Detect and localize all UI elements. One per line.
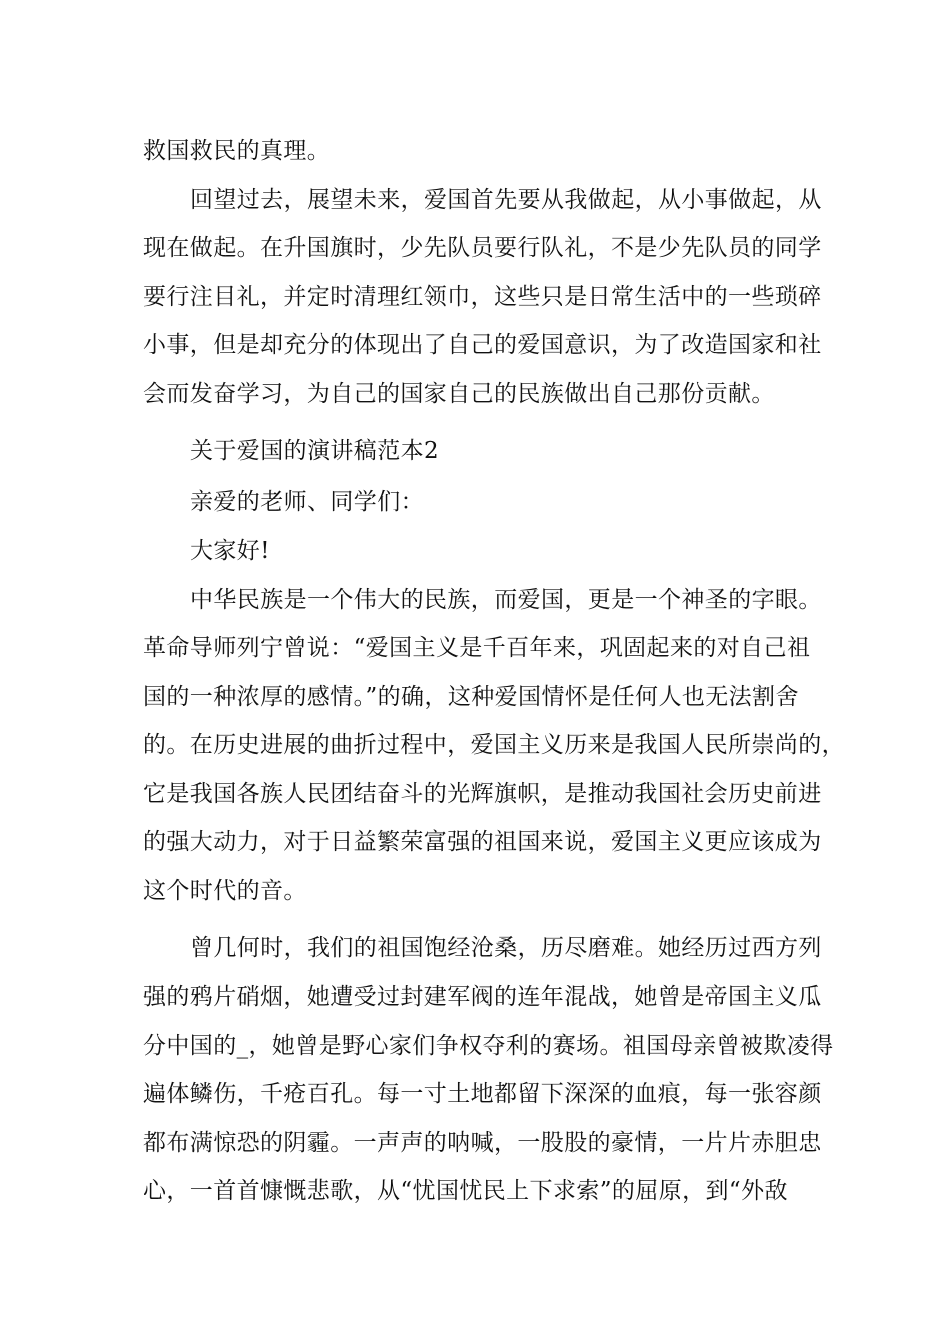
paragraph-start-line: 回望过去，展望未来，爱国首先要从我做起，从小事做起，从 [190, 187, 822, 213]
section-title: 关于爱国的演讲稿范本2 [190, 438, 440, 464]
text-line: 救国救民的真理。 [143, 138, 331, 164]
greeting: 大家好! [190, 538, 270, 564]
text-line: 分中国的_，她曾是野心家们争权夺利的赛场。祖国母亲曾被欺凌得 [143, 1033, 834, 1059]
text-line: 的强大动力，对于日益繁荣富强的祖国来说，爱国主义更应该成为 [143, 829, 822, 855]
text-line: 小事，但是却充分的体现出了自己的爱国意识，为了改造国家和社 [143, 332, 822, 358]
text-line: 会而发奋学习，为自己的国家自己的民族做出自己那份贡献。 [143, 381, 775, 407]
text-line: 现在做起。在升国旗时，少先队员要行队礼，不是少先队员的同学 [143, 235, 822, 261]
text-line: 的。在历史进展的曲折过程中，爱国主义历来是我国人民所崇尚的， [143, 732, 845, 758]
text-line: 心，一首首慷慨悲歌，从“忧国忧民上下求索”的屈原，到“外敌 [143, 1178, 788, 1204]
text-line: 国的一种浓厚的感情。”的确，这种爱国情怀是任何人也无法割舍 [143, 684, 799, 710]
paragraph-start-line: 曾几何时，我们的祖国饱经沧桑，历尽磨难。她经历过西方列 [190, 935, 822, 961]
salutation: 亲爱的老师、同学们： [190, 489, 424, 515]
text-line: 革命导师列宁曾说：“爱国主义是千百年来，巩固起来的对自己祖 [143, 635, 811, 661]
text-line: 它是我国各族人民团结奋斗的光辉旗帜，是推动我国社会历史前进 [143, 781, 822, 807]
text-line: 这个时代的音。 [143, 878, 307, 904]
text-line: 遍体鳞伤，千疮百孔。每一寸土地都留下深深的血痕，每一张容颜 [143, 1081, 822, 1107]
paragraph-start-line: 中华民族是一个伟大的民族，而爱国，更是一个神圣的字眼。 [190, 587, 822, 613]
text-line: 强的鸦片硝烟，她遭受过封建军阀的连年混战，她曾是帝国主义瓜 [143, 984, 822, 1010]
text-line: 要行注目礼，并定时清理红领巾，这些只是日常生活中的一些琐碎 [143, 284, 822, 310]
text-line: 都布满惊恐的阴霾。一声声的呐喊，一股股的豪情，一片片赤胆忠 [143, 1130, 822, 1156]
